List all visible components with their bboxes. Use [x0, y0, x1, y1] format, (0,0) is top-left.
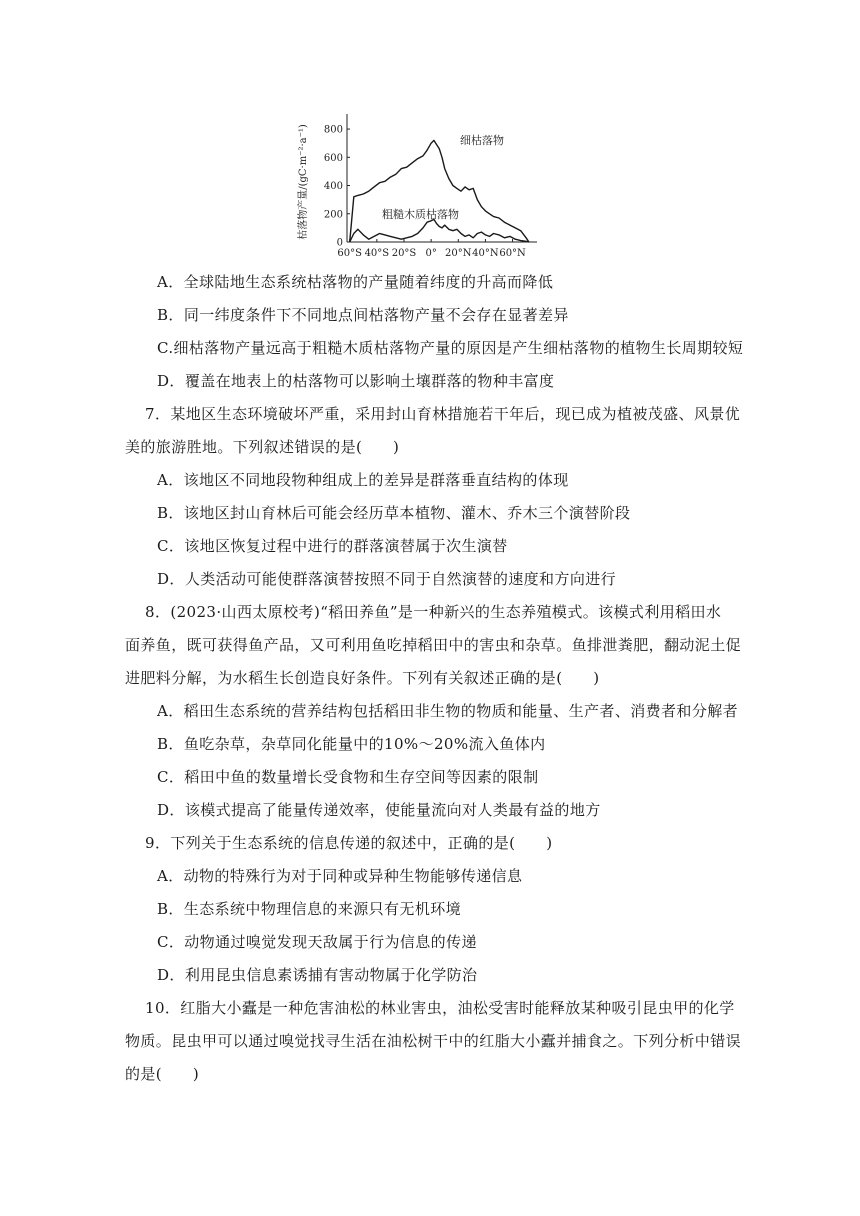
y-tick-label: 600 [323, 152, 343, 164]
question-10-stem-line2: 物质。昆虫甲可以通过嗅觉找寻生活在油松树干中的红脂大小蠹并捕食之。下列分析中错误 [125, 1032, 742, 1050]
question-7-option-a: A．该地区不同地段物种组成上的差异是群落垂直结构的体现 [157, 471, 569, 489]
question-8-stem-line1: 8．(2023·山西太原校考)“稻田养鱼”是一种新兴的生态养殖模式。该模式利用稻田水 [145, 603, 722, 621]
series-label-1: 细枯落物 [460, 134, 504, 147]
question-9-option-d: D．利用昆虫信息素诱捕有害动物属于化学防治 [157, 966, 478, 984]
y-axis-label: 枯落物产量/(gC·m⁻²·a⁻¹) [298, 124, 309, 240]
x-tick-label: 20°N [445, 248, 472, 259]
question-8-stem-line2: 面养鱼，既可获得鱼产品，又可利用鱼吃掉稻田中的害虫和杂草。鱼排泄粪肥，翻动泥土促 [125, 636, 742, 654]
question-8-option-a: A．稻田生态系统的营养结构包括稻田非生物的物质和能量、生产者、消费者和分解者 [157, 702, 739, 720]
y-tick-label: 400 [323, 181, 343, 193]
x-tick-label: 40°S [364, 248, 390, 259]
question-9-stem: 9．下列关于生态系统的信息传递的叙述中，正确的是( ) [145, 834, 553, 852]
chart-svg [292, 102, 542, 264]
option-a-litter: A．全球陆地生态系统枯落物的产量随着纬度的升高而降低 [157, 273, 554, 291]
question-7-stem-line2: 美的旅游胜地。下列叙述错误的是( ) [125, 438, 400, 456]
question-8-option-c: C．稻田中鱼的数量增长受食物和生存空间等因素的限制 [157, 768, 539, 786]
x-tick-label: 20°S [391, 248, 417, 259]
x-tick-label: 60°S [337, 248, 363, 259]
y-tick-label: 800 [323, 124, 343, 136]
question-7-stem-line1: 7．某地区生态环境破坏严重，采用封山育林措施若干年后，现已成为植被茂盛、风景优 [145, 405, 741, 423]
option-b-litter: B．同一纬度条件下不同地点间枯落物产量不会存在显著差异 [157, 306, 569, 324]
question-7-option-b: B．该地区封山育林后可能会经历草本植物、灌木、乔木三个演替阶段 [157, 504, 631, 522]
x-tick-label: 40°N [472, 248, 499, 259]
question-8-stem-line3: 进肥料分解，为水稻生长创造良好条件。下列有关叙述正确的是( ) [125, 669, 600, 687]
option-d-litter: D．覆盖在地表上的枯落物可以影响土壤群落的物种丰富度 [157, 372, 555, 390]
question-9-option-a: A．动物的特殊行为对于同种或异种生物能够传递信息 [157, 867, 523, 885]
litter-production-chart [292, 102, 542, 264]
question-7-option-d: D．人类活动可能使群落演替按照不同于自然演替的速度和方向进行 [157, 570, 617, 588]
y-tick-label: 0 [336, 237, 343, 249]
question-8-option-d: D．该模式提高了能量传递效率，使能量流向对人类最有益的地方 [157, 801, 601, 819]
question-9-option-b: B．生态系统中物理信息的来源只有无机环境 [157, 900, 462, 918]
option-c-litter: C.细枯落物产量远高于粗糙木质枯落物产量的原因是产生细枯落物的植物生长周期较短 [157, 339, 744, 357]
x-tick-label: 0° [425, 248, 437, 259]
series-line-2 [350, 219, 529, 242]
x-tick-label: 60°N [499, 248, 526, 259]
question-9-option-c: C．动物通过嗅觉发现天敌属于行为信息的传递 [157, 933, 477, 951]
question-10-stem-line3: 的是( ) [125, 1065, 200, 1083]
question-8-option-b: B．鱼吃杂草，杂草同化能量中的10%～20%流入鱼体内 [157, 735, 546, 753]
question-10-stem-line1: 10．红脂大小蠹是一种危害油松的林业害虫，油松受害时能释放某种吸引昆虫甲的化学 [145, 999, 735, 1017]
question-7-option-c: C．该地区恢复过程中进行的群落演替属于次生演替 [157, 537, 508, 555]
y-tick-label: 200 [323, 209, 343, 221]
series-label-2: 粗糙木质枯落物 [382, 208, 459, 221]
